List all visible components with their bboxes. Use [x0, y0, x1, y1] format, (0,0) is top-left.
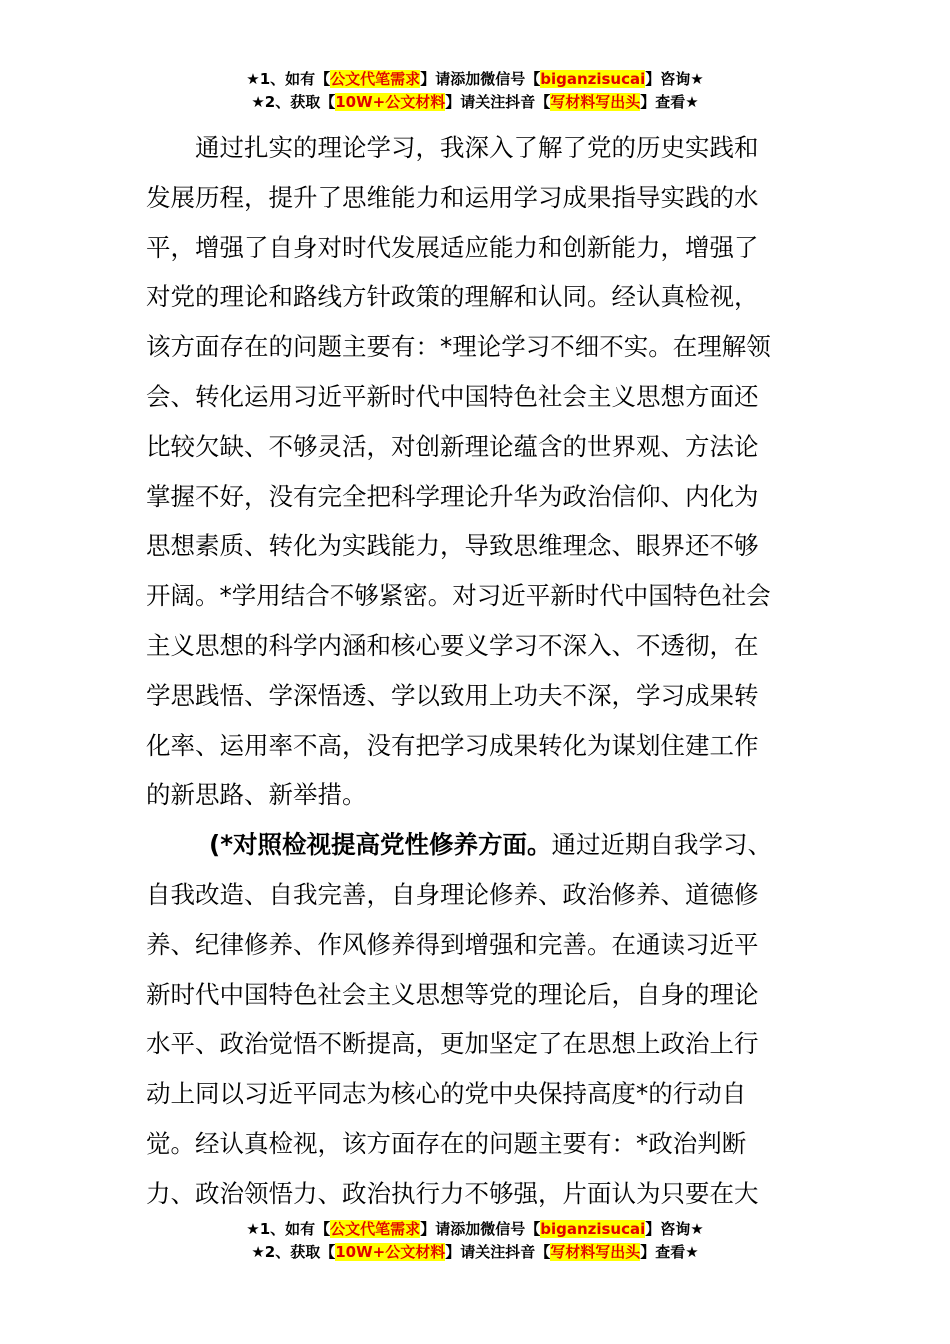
text-line: 新时代中国特色社会主义思想等党的理论后，自身的理论 — [146, 979, 759, 1009]
highlight-douyin: 写材料写出头 — [550, 1243, 641, 1261]
text-line: 发展历程，提升了思维能力和运用学习成果指导实践的水 — [146, 182, 759, 212]
banner-line-2: ★2、获取【10W+公文材料】请关注抖音【写材料写出头】查看★ — [251, 93, 699, 111]
text-line: 比较欠缺、不够灵活，对创新理论蕴含的世界观、方法论 — [146, 431, 759, 461]
text-line: 动上同以习近平同志为核心的党中央保持高度*的行动自 — [146, 1079, 747, 1109]
highlight-service: 公文代笔需求 — [330, 1220, 421, 1238]
text-line: 自我改造、自我完善，自身理论修养、政治修养、道德修 — [146, 879, 759, 909]
text-line: 化率、运用率不高，没有把学习成果转化为谋划住建工作 — [146, 730, 759, 760]
highlight-wechat-id: biganzisucai — [540, 1220, 646, 1238]
text-line: 掌握不好，没有完全把科学理论升华为政治信仰、内化为 — [146, 481, 759, 511]
text-line: 通过扎实的理论学习，我深入了解了党的历史实践和 — [195, 133, 759, 162]
paragraph-2 — [146, 820, 808, 1218]
paragraph-1 — [146, 123, 808, 820]
highlight-service: 公文代笔需求 — [330, 70, 421, 88]
text-line: 学思践悟、学深悟透、学以致用上功夫不深，学习成果转 — [146, 680, 759, 710]
footer-banner — [0, 1218, 950, 1264]
text-line: 该方面存在的问题主要有：*理论学习不细不实。在理解领 — [146, 332, 771, 362]
text-line: 主义思想的科学内涵和核心要义学习不深入、不透彻，在 — [146, 630, 759, 660]
banner-line-1: ★1、如有【公文代笔需求】请添加微信号【biganzisucai】咨询★ — [246, 70, 704, 88]
text-line: 力、政治领悟力、政治执行力不够强，片面认为只要在大 — [146, 1178, 759, 1208]
text-line: 水平、政治觉悟不断提高，更加坚定了在思想上政治上行 — [146, 1029, 759, 1059]
text-line: (*对照检视提高党性修养方面。通过近期自我学习、 — [209, 830, 773, 860]
document-body — [146, 123, 808, 1219]
text-line: 开阔。*学用结合不够紧密。对习近平新时代中国特色社会 — [146, 581, 771, 611]
section-heading: (*对照检视提高党性修养方面。 — [209, 830, 552, 860]
text-line: 养、纪律修养、作风修养得到增强和完善。在通读习近平 — [146, 929, 759, 959]
text-line: 平，增强了自身对时代发展适应能力和创新能力，增强了 — [146, 232, 759, 262]
banner-line-2: ★2、获取【10W+公文材料】请关注抖音【写材料写出头】查看★ — [251, 1243, 699, 1261]
text-line: 思想素质、转化为实践能力，导致思维理念、眼界还不够 — [146, 531, 759, 561]
text-line: 对党的理论和路线方针政策的理解和认同。经认真检视， — [146, 282, 759, 312]
header-banner — [0, 68, 950, 114]
banner-line-1: ★1、如有【公文代笔需求】请添加微信号【biganzisucai】咨询★ — [246, 1220, 704, 1238]
highlight-materials: 10W+公文材料 — [335, 1243, 446, 1261]
text-line: 的新思路、新举措。 — [146, 780, 367, 810]
highlight-materials: 10W+公文材料 — [335, 93, 446, 111]
highlight-wechat-id: biganzisucai — [540, 70, 646, 88]
highlight-douyin: 写材料写出头 — [550, 93, 641, 111]
text-line: 觉。经认真检视，该方面存在的问题主要有：*政治判断 — [146, 1128, 747, 1158]
text-line: 会、转化运用习近平新时代中国特色社会主义思想方面还 — [146, 381, 759, 411]
